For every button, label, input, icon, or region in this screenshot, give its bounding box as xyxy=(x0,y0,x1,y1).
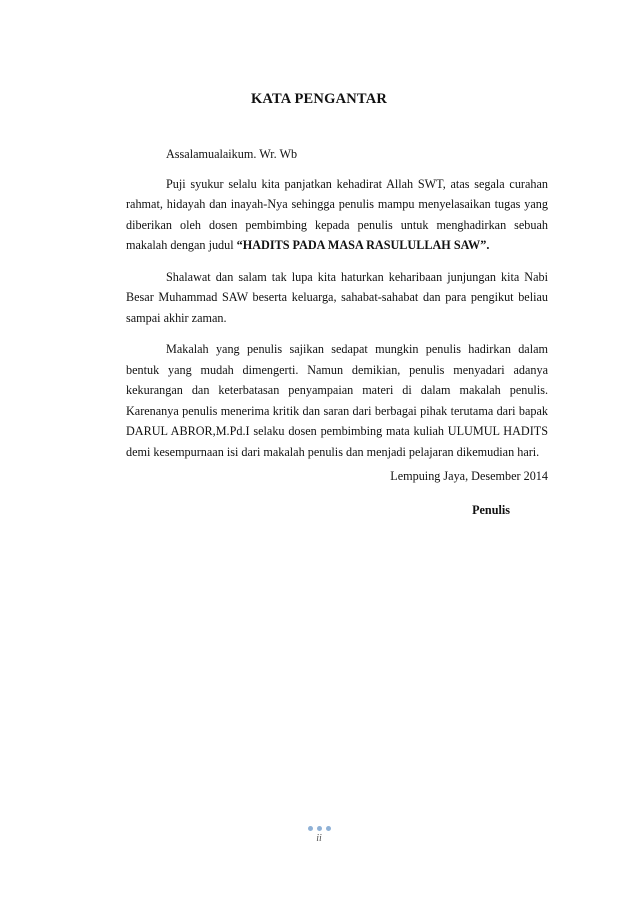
place-date: Lempuing Jaya, Desember 2014 xyxy=(390,469,548,483)
author-signature: Penulis xyxy=(472,502,510,517)
footer-dots-icon xyxy=(0,826,638,831)
dot-icon xyxy=(326,826,331,831)
greeting: Assalamualaikum. Wr. Wb xyxy=(166,147,298,161)
dot-icon xyxy=(317,826,322,831)
document-body xyxy=(126,144,548,473)
page-title: KATA PENGANTAR xyxy=(250,91,388,107)
paper-title-bold: “HADITS PADA MASA RASULULLAH SAW”. xyxy=(236,238,490,252)
paragraph-1 xyxy=(126,174,548,256)
paragraph-2: Shalawat dan salam tak lupa kita haturkan keharibaan junjungan kita Nabi Besar Muhammad SAW beserta keluarga, sahabat-sahabat dan para pengikut beliau sampai akhir zaman. xyxy=(126,269,548,325)
signoff xyxy=(126,466,548,520)
paragraph-3: Makalah yang penulis sajikan sedapat mungkin penulis hadirkan dalam bentuk yang mudah dimengerti. Namun demikian, penulis menyadari adanya kekurangan dan keterbatasan penyampaian materi di dalam makalah penulis. Karenanya penulis menerima kritik dan saran dari berbagai pihak terutama dari bapak DARUL ABROR,M.Pd.I selaku dosen pembimbing mata kuliah ULUMUL HADITS demi kesempurnaan isi dari makalah penulis dan menjadi pelajaran dikemudian hari. xyxy=(126,342,548,459)
paragraph-1-text: Puji syukur selalu kita panjatkan kehadirat Allah SWT, atas segala curahan rahmat, hidayah dan inayah-Nya sehingga penulis mampu menyelasaikan tugas yang diberikan oleh dosen pembimbing kepada penulis untuk menghadirkan sebuah makalah dengan judul xyxy=(126,176,548,252)
page-footer xyxy=(0,826,638,844)
page-number: ii xyxy=(316,833,322,844)
dot-icon xyxy=(308,826,313,831)
